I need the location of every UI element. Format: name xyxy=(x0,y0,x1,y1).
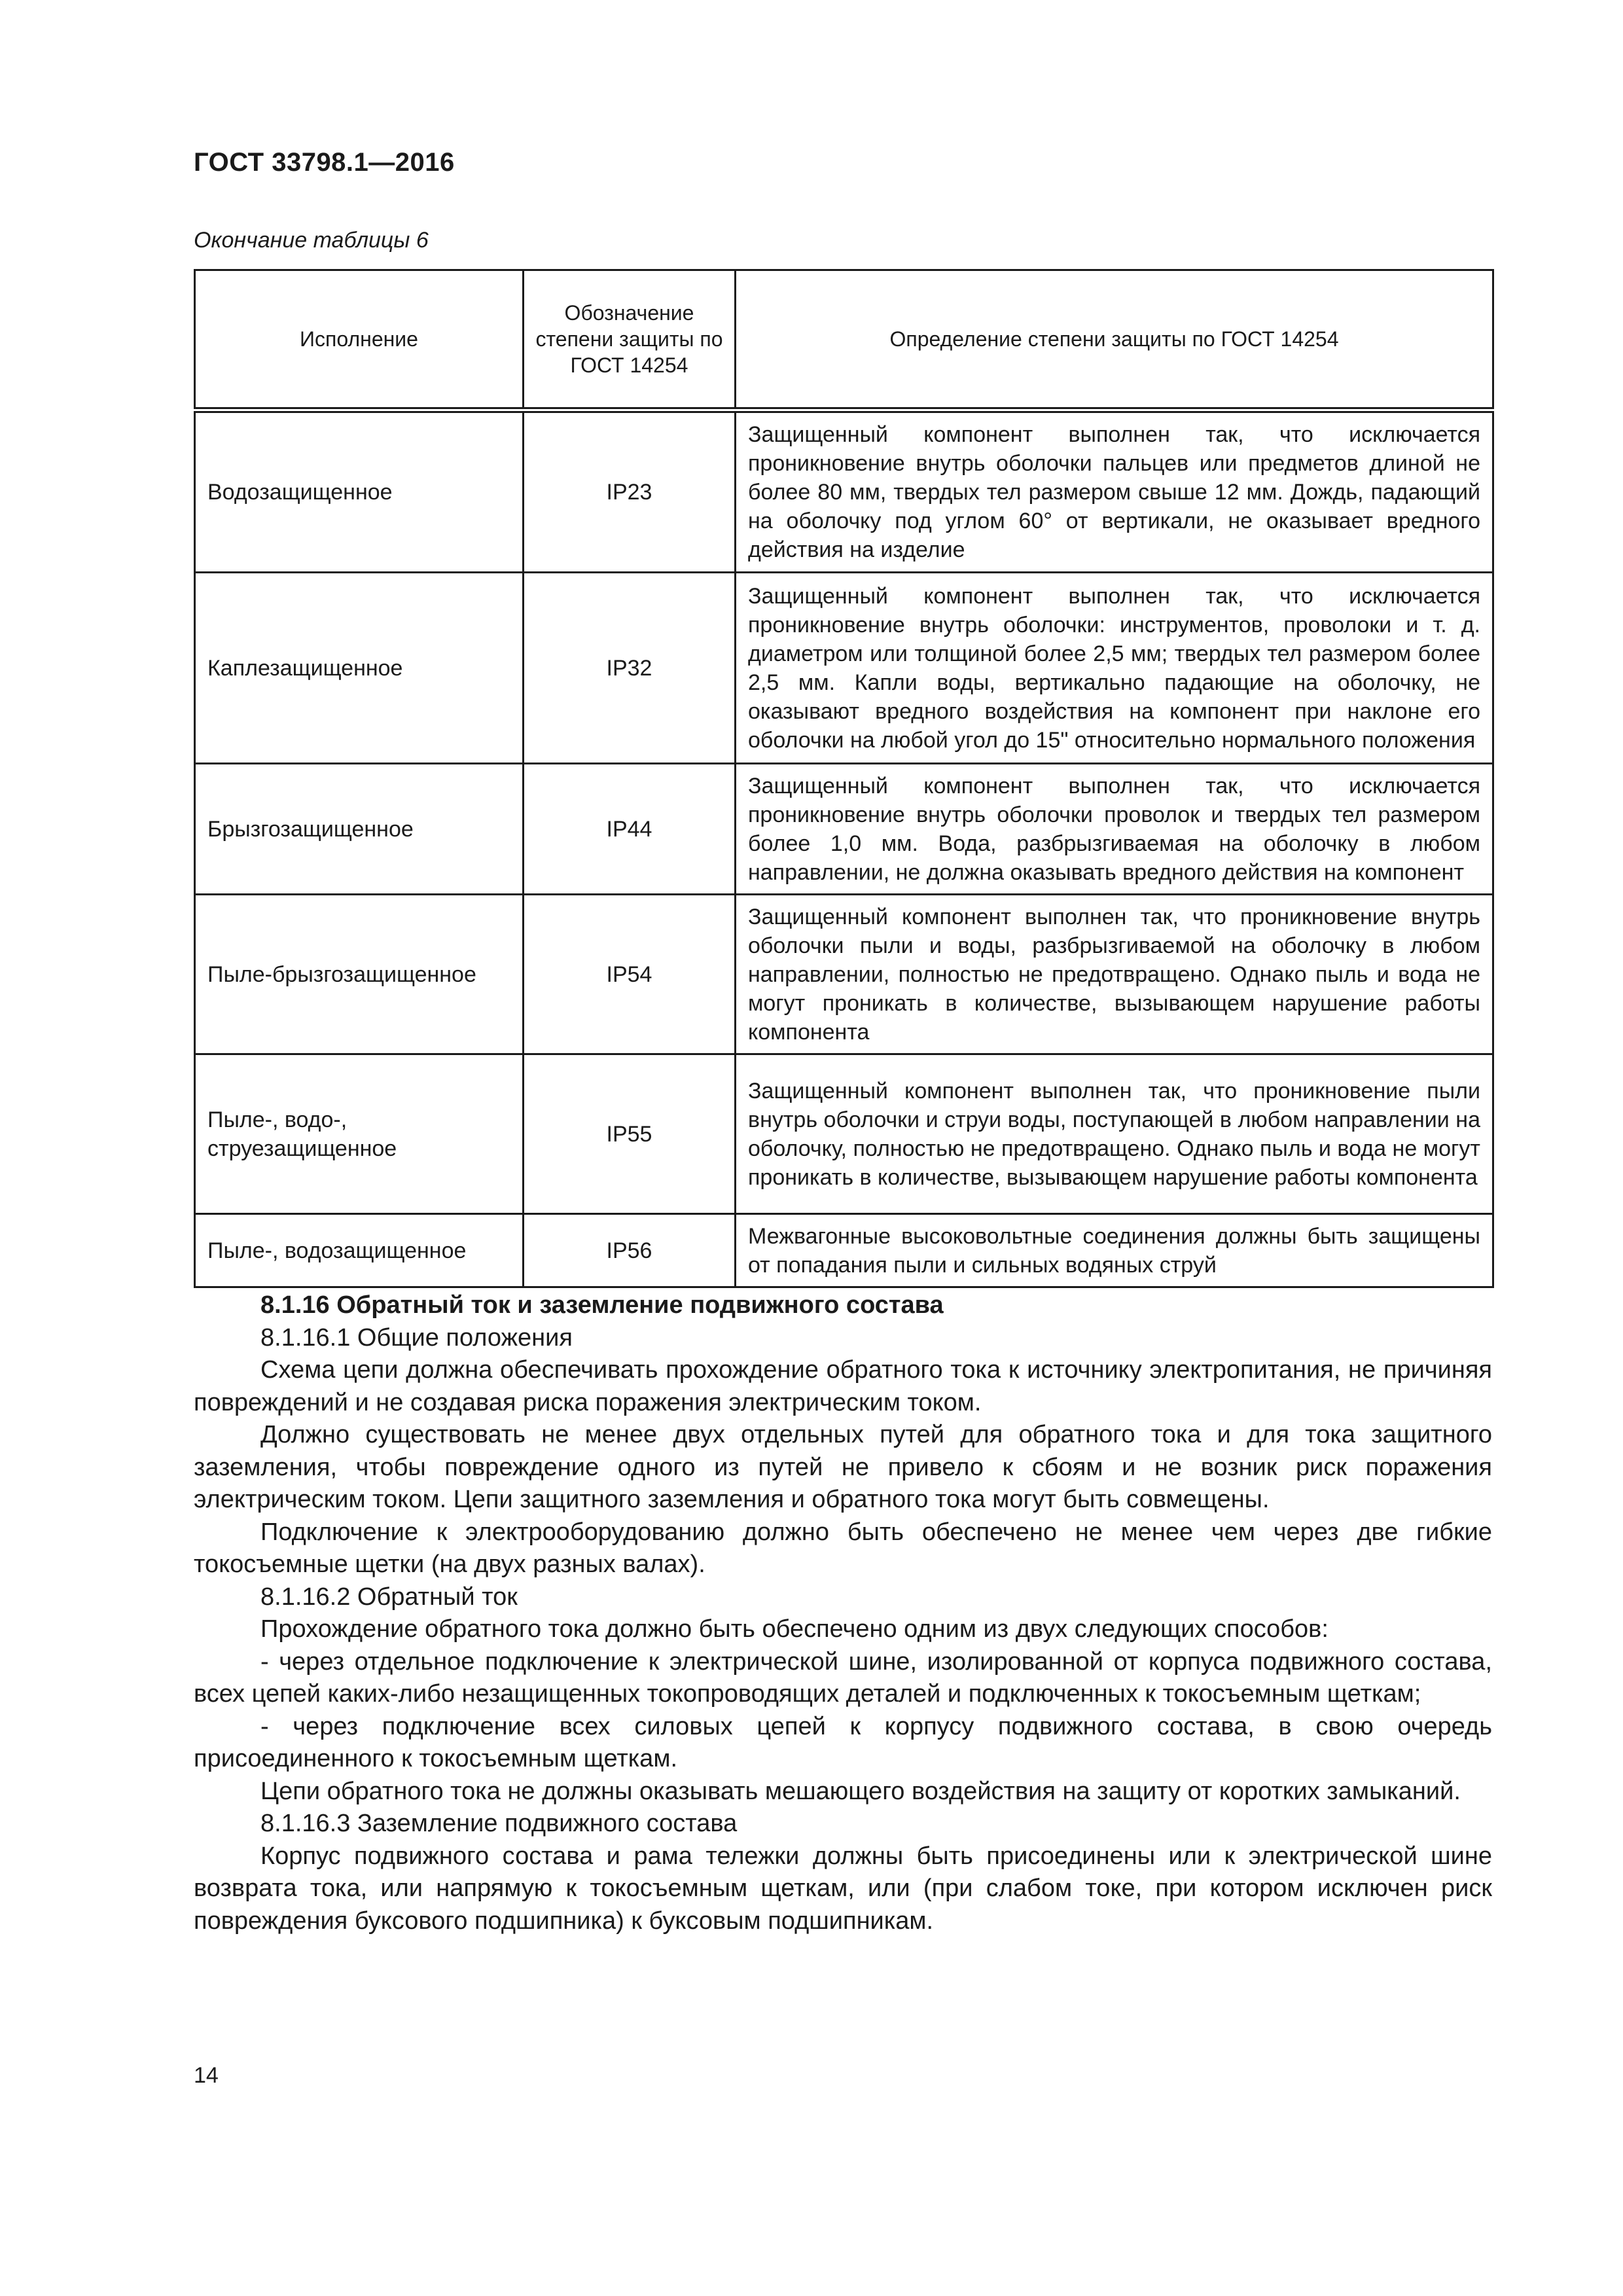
cell-execution: Пыле-, водо-, струезащищенное xyxy=(195,1054,524,1214)
table-row xyxy=(195,410,1493,573)
body-text xyxy=(194,1289,1492,1937)
table-row xyxy=(195,573,1493,764)
protection-degree-table xyxy=(194,269,1494,1288)
protection-table-wrapper xyxy=(194,269,1492,1288)
paragraph: Подключение к электрооборудованию должно быть обеспечено не менее чем через две гибкие токосъемные щетки (на двух разных валах). xyxy=(194,1518,1492,1578)
paragraph: Прохождение обратного тока должно быть обеспечено одним из двух следующих способов: xyxy=(260,1615,1329,1643)
subsection-title: 8.1.16.2 Обратный ток xyxy=(260,1583,518,1611)
column-header-execution: Исполнение xyxy=(195,270,524,410)
document-header: ГОСТ 33798.1—2016 xyxy=(194,148,455,177)
paragraph: Корпус подвижного состава и рама тележки должны быть присоединены или к электрической шине возврата тока, или напрямую к токосъемным щеткам, или (при слабом токе, при котором исключен риск повреждения буксового подшипника) к буксовым подшипникам. xyxy=(194,1842,1492,1935)
table-row xyxy=(195,1054,1493,1214)
table-header-row xyxy=(195,270,1493,410)
column-header-definition: Определение степени защиты по ГОСТ 14254 xyxy=(736,270,1493,410)
cell-execution: Пыле-, водозащищенное xyxy=(195,1214,524,1287)
cell-code: IP54 xyxy=(524,895,736,1054)
cell-definition: Защищенный компонент выполнен так, что проникновение пыли внутрь оболочки и струи воды, поступающей в любом направлении на оболочку, полностью не предотвращено. Однако пыль и вода не могут проникать в количестве, вызывающем нарушение работы компонента xyxy=(736,1054,1493,1214)
cell-execution: Водозащищенное xyxy=(195,410,524,573)
subsection-title: 8.1.16.1 Общие положения xyxy=(260,1323,573,1352)
list-item: - через отдельное подключение к электрической шине, изолированной от корпуса подвижного состава, всех цепей каких-либо незащищенных токопроводящих деталей и подключенных к токосъемным щеткам; xyxy=(194,1647,1492,1708)
paragraph: Цепи обратного тока не должны оказывать мешающего воздействия на защиту от коротких замыканий. xyxy=(260,1777,1461,1805)
cell-code: IP55 xyxy=(524,1054,736,1214)
cell-code: IP44 xyxy=(524,764,736,895)
cell-code: IP32 xyxy=(524,573,736,764)
subsection-title: 8.1.16.3 Заземление подвижного состава xyxy=(260,1810,738,1837)
cell-definition: Межвагонные высоковольтные соединения должны быть защищены от попадания пыли и сильных водяных струй xyxy=(736,1214,1493,1287)
cell-definition: Защищенный компонент выполнен так, что проникновение внутрь оболочки пыли и воды, разбрызгиваемой на оболочку в любом направлении, полностью не предотвращено. Однако пыль и вода не могут проникать в количестве, вызывающем нарушение работы компонента xyxy=(736,895,1493,1054)
table-row xyxy=(195,764,1493,895)
cell-definition: Защищенный компонент выполнен так, что исключается проникновение внутрь оболочки пальцев или предметов длиной не более 80 мм, твердых тел размером свыше 12 мм. Дождь, падающий на оболочку под углом 60° от вертикали, не оказывает вредного действия на изделие xyxy=(736,410,1493,573)
page-number: 14 xyxy=(194,2063,219,2088)
table-caption: Окончание таблицы 6 xyxy=(194,228,429,253)
cell-definition: Защищенный компонент выполнен так, что исключается проникновение внутрь оболочки: инструментов, проволоки и т. д. диаметром или толщиной более 2,5 мм; твердых тел размером более 2,5 мм. Капли воды, вертикально падающие на оболочку, не оказывают вредного воздействия на компонент при наклоне его оболочки на любой угол до 15" относительно нормального положения xyxy=(736,573,1493,764)
paragraph: Схема цепи должна обеспечивать прохождение обратного тока к источнику электропитания, не причиняя повреждений и не создавая риска поражения электрическим током. xyxy=(194,1356,1492,1416)
cell-execution: Пыле-брызгозащищенное xyxy=(195,895,524,1054)
list-item: - через подключение всех силовых цепей к корпусу подвижного состава, в свою очередь присоединенного к токосъемным щеткам. xyxy=(194,1712,1492,1772)
cell-code: IP23 xyxy=(524,410,736,573)
column-header-code: Обозначение степени защиты по ГОСТ 14254 xyxy=(524,270,736,410)
table-row xyxy=(195,895,1493,1054)
cell-execution: Каплезащищенное xyxy=(195,573,524,764)
table-row xyxy=(195,1214,1493,1287)
cell-definition: Защищенный компонент выполнен так, что исключается проникновение внутрь оболочки проволок и твердых тел размером более 1,0 мм. Вода, разбрызгиваемая на оболочку в любом направлении, не должна оказывать вредного действия на компонент xyxy=(736,764,1493,895)
paragraph: Должно существовать не менее двух отдельных путей для обратного тока и для тока защитного заземления, чтобы повреждение одного из путей не привело к сбоям и не возник риск поражения электрическим током. Цепи защитного заземления и обратного тока могут быть совмещены. xyxy=(194,1421,1492,1513)
cell-code: IP56 xyxy=(524,1214,736,1287)
section-title: 8.1.16 Обратный ток и заземление подвижного состава xyxy=(260,1291,944,1319)
cell-execution: Брызгозащищенное xyxy=(195,764,524,895)
